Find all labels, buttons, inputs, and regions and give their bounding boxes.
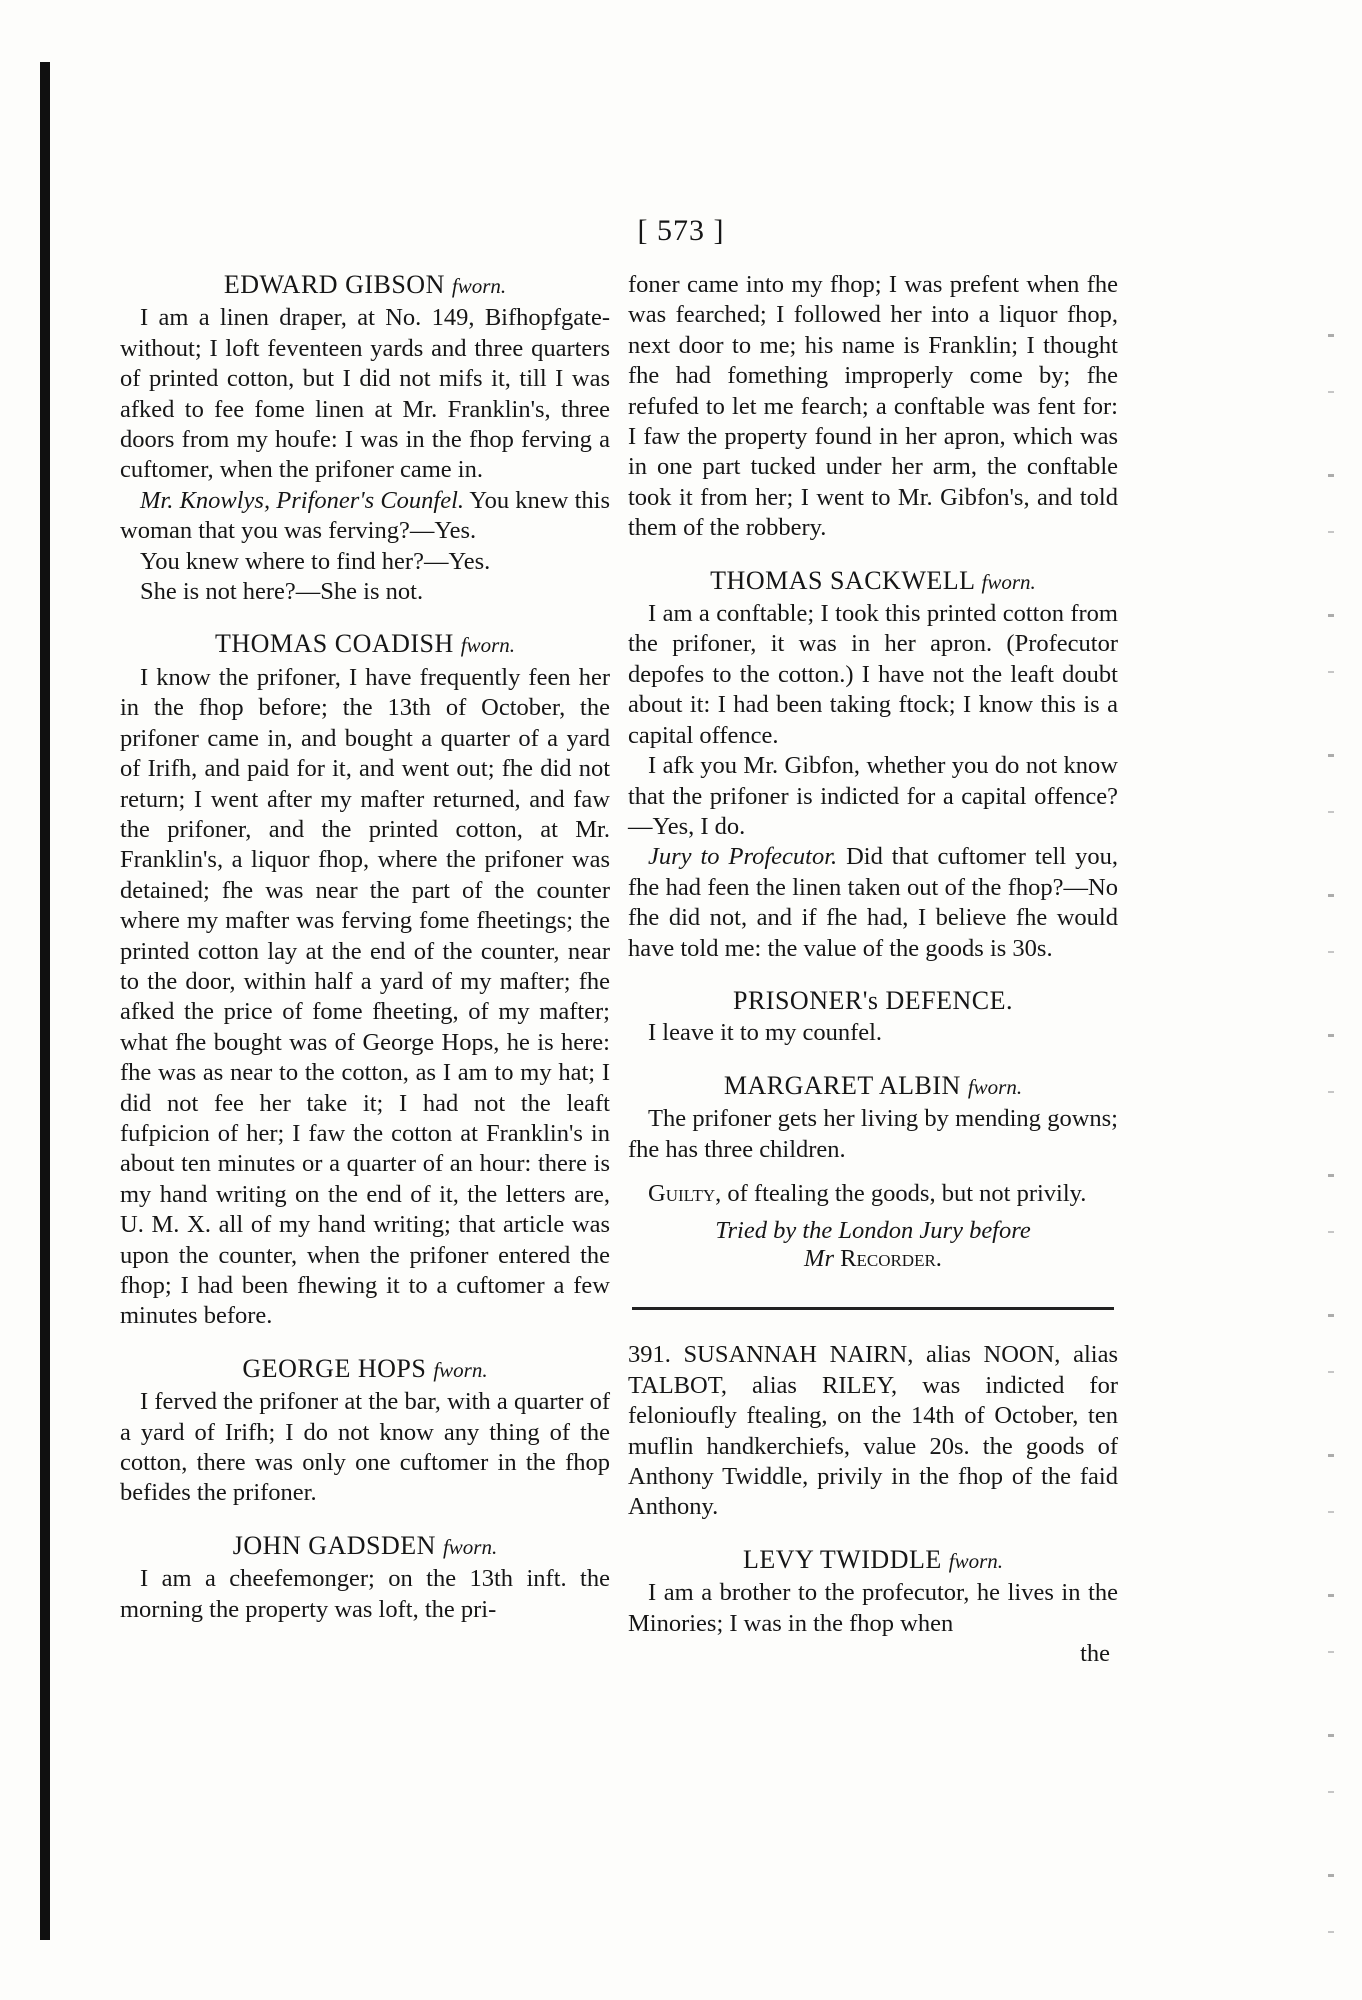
verdict-word: Guilty [648, 1179, 716, 1207]
witness-heading-coadish [120, 629, 610, 660]
witness-heading-albin [628, 1071, 1118, 1102]
witness-heading-sackwell [628, 566, 1118, 597]
sworn-label: fworn. [981, 569, 1036, 594]
sworn-label: fworn. [442, 1534, 498, 1559]
defence-heading: PRISONER's DEFENCE. [733, 985, 1013, 1015]
right-column [628, 270, 1118, 1669]
section-divider [632, 1307, 1114, 1310]
sworn-label: fworn. [948, 1548, 1004, 1573]
witness-heading-hops [120, 1354, 610, 1385]
trial-note-line: Mr Recorder. [804, 1245, 942, 1273]
sworn-label: fworn. [433, 1357, 488, 1382]
witness-name: JOHN GADSDEN [232, 1530, 436, 1560]
case-heading: 391. SUSANNAH NAIRN, alias NOON, alias TALBOT, alias RILEY, was indicted for felonioufly ftealing, on the 14th of October, ten muflin handkerchiefs, value 20s. the goods of Anthony Twiddle, privily in the fhop of the faid Anthony. [628, 1341, 1118, 1521]
judge-name: Recorder. [840, 1245, 942, 1273]
sworn-label: fworn. [967, 1074, 1023, 1099]
testimony-paragraph: I am a brother to the profecutor, he lives in the Minories; I was in the fhop when [628, 1579, 1118, 1637]
witness-name: GEORGE HOPS [242, 1353, 427, 1383]
testimony-paragraph: Jury to Profecutor. Did that cuftomer tell you, fhe had feen the linen taken out of the fhop?—No fhe did not, and if fhe had, I believe fhe would have told me: the value of the goods is 30s. [628, 843, 1118, 962]
testimony-paragraph: I am a linen draper, at No. 149, Bifhopfgate-without; I loft feventeen yards and three quarters of printed cotton, but I did not mifs it, till I was afked to fee fome linen at Mr. Franklin's, three doors from my houfe: I was in the fhop ferving a cuftomer, when the prifoner came in. [120, 304, 610, 484]
defence-statement: I leave it to my counfel. [648, 1019, 883, 1047]
page-number: [ 573 ] [637, 214, 725, 247]
testimony-paragraph: I am a cheefemonger; on the 13th inft. the morning the property was loft, the pri- [120, 1565, 610, 1623]
testimony-paragraph: I know the prifoner, I have frequently feen her in the fhop before; the 13th of October, the prifoner came in, and bought a quarter of a yard of Irifh, and paid for it, and went out; fhe did not return; I went after my mafter returned, and faw the prifoner, and the printed cotton, at Mr. Franklin's, a liquor fhop, where the prifoner was detained; fhe was near the part of the counter where my mafter was ferving fome fheetings; the printed cotton lay at the end of the counter, near to the door, within half a yard of my mafter; fhe afked the price of fome fheeting, of my mafter; what fhe bought was of George Hops, he is here: fhe was as near to the cotton, as I am to my hat; I did not fee her take it; I had not the leaft fufpicion of her; I faw the cotton at Franklin's in about ten minutes or a quarter of an hour: there is my hand writing on the end of it, the letters are, U. M. X. all of my hand writing; that article was upon the counter, when the prifoner entered the fhop; I had been fhewing it to a cuftomer a few minutes before. [120, 663, 610, 1330]
catchword: the [1080, 1640, 1110, 1668]
witness-heading-gadsden [120, 1531, 610, 1562]
witness-name: MARGARET ALBIN [723, 1070, 961, 1100]
witness-name: EDWARD GIBSON [223, 270, 445, 299]
trial-note [628, 1217, 1118, 1273]
testimony-continuation: foner came into my fhop; I was prefent when fhe was fearched; I followed her into a liquor fhop, next door to me; his name is Franklin; I thought fhe had fomething improperly come by; fhe refufed to let me fearch; a conftable was fent for: I faw the property found in her apron, which was in one part tucked under her arm, the conftable took it from her; I went to Mr. Gibfon's, and told them of the robbery. [628, 271, 1118, 542]
verdict: Guilty, of ftealing the goods, but not privily. [648, 1179, 1087, 1207]
testimony-paragraph: She is not here?—She is not. [140, 578, 424, 606]
testimony-paragraph: I ferved the prifoner at the bar, with a quarter of a yard of Irifh; I do not know any thing of the cotton, there was only one cuftomer in the fhop befides the prifoner. [120, 1388, 610, 1507]
witness-heading-gibson [120, 270, 610, 301]
testimony-paragraph: The prifoner gets her living by mending gowns; fhe has three children. [628, 1105, 1118, 1163]
witness-name: THOMAS COADISH [214, 629, 454, 659]
binding-edge [40, 62, 50, 1940]
testimony-paragraph: You knew where to find her?—Yes. [140, 547, 491, 575]
page-edge-marks [1328, 300, 1334, 1960]
speaker-label: Jury to Profecutor. [648, 843, 838, 871]
testimony-paragraph: Mr. Knowlys, Prifoner's Counfel. You knew this woman that you was ferving?—Yes. [120, 486, 610, 545]
witness-name: LEVY TWIDDLE [742, 1544, 942, 1574]
trial-note-line: Tried by the London Jury before [715, 1217, 1031, 1245]
testimony-paragraph: I am a conftable; I took this printed cotton from the prifoner, it was in her apron. (Profecutor depofes to the cotton.) I have not the leaft doubt about it: I had been taking ftock; I know this is a capital offence. [628, 600, 1118, 749]
speaker-label: Mr. Knowlys, Prifoner's Counfel. [140, 486, 465, 514]
left-column [120, 270, 610, 1625]
sworn-label: fworn. [451, 274, 507, 298]
witness-heading-twiddle [628, 1545, 1118, 1576]
witness-name: THOMAS SACKWELL [710, 565, 975, 595]
testimony-paragraph: I afk you Mr. Gibfon, whether you do not know that the prifoner is indicted for a capital offence?—Yes, I do. [628, 752, 1118, 840]
sworn-label: fworn. [460, 633, 516, 658]
